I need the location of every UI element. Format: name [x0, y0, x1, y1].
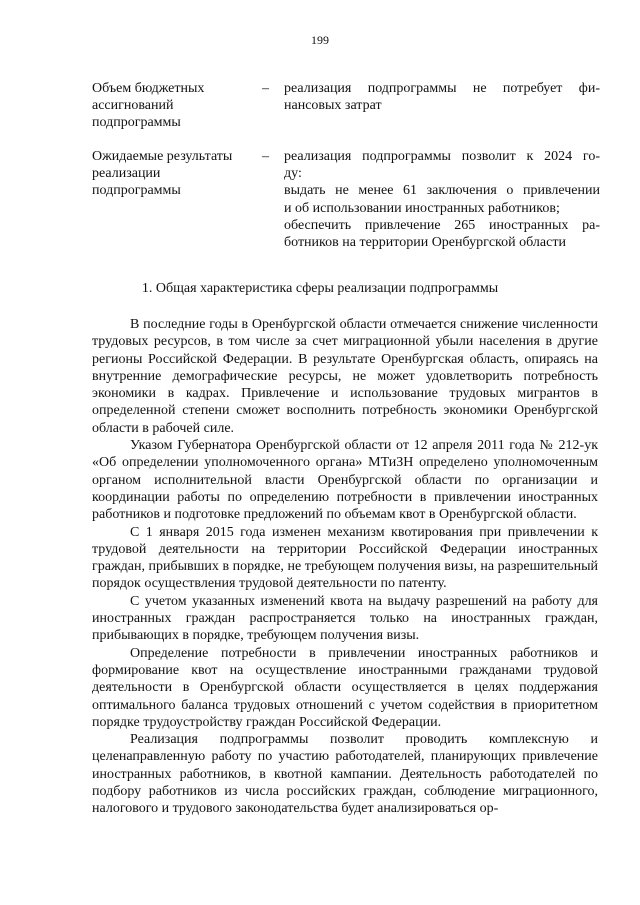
page-number: 199: [311, 33, 329, 47]
passport-label-line: подпрограммы: [92, 115, 181, 131]
body-text: [92, 316, 598, 818]
paragraph: Реализация подпрограммы позволит проводить комплексную и целенаправленную работу по участию работодателей, планирующих привлечение иностранных работников, в квотной кампании. Деятельность работодателей по подбору работников из числа российских граждан, соблюдение миграционного, налогового и трудового законодательства будет анализироваться ор-: [92, 732, 598, 817]
paragraph: Определение потребности в привлечении иностранных работников и формирование квот на осуществление иностранными гражданами трудовой деятельности в Оренбургской области осуществляется в целях поддержания оптимального баланса трудовых отношений с учетом содействия в приоритетном порядке трудоустройству граждан Российской Федерации.: [92, 645, 598, 730]
paragraph: Указом Губернатора Оренбургской области от 12 апреля 2011 года № 212-ук «Об определении уполномоченного органа» МТиЗН определено уполномоченным органом исполнительной власти Оренбургской области по организации и координации работы по определению потребности в привлечении иностранных работников и подготовке предложений по объемам квот в Оренбургской области.: [92, 438, 598, 523]
passport-value-line: нансовых затрат: [284, 98, 382, 114]
paragraph: С учетом указанных изменений квота на выдачу разрешений на работу для иностранных граждан распространяется только на иностранных граждан, прибывающих в порядке, требующем получения визы.: [92, 593, 598, 644]
passport-value-line: ботников на территории Оренбургской области: [284, 235, 566, 251]
passport-label-line: Объем бюджетных: [92, 81, 205, 96]
paragraph: В последние годы в Оренбургской области отмечается снижение численности трудовых ресурсов, в том числе за счет миграционной убыли населения в другие регионы Российской Федерации. В результате Оренбургская область, опираясь на внутренние демографические ресурсы, не может удовлетворить потребность экономики в кадрах. Привлечение и использование трудовых мигрантов в определенной степени сможет восполнить потребность экономики Оренбургской области в рабочей силе.: [92, 317, 598, 436]
passport-value: [284, 148, 600, 251]
passport-label-line: подпрограммы: [92, 183, 181, 199]
passport-value-line: выдать не менее 61 заключения о привлечении: [284, 183, 600, 199]
passport-value-line: обеспечить привлечение 265 иностранных ра-: [284, 217, 600, 233]
passport-value-line: реализация подпрограммы позволит к 2024 го-: [284, 149, 600, 164]
passport-value-line: ду:: [284, 166, 302, 182]
passport-label-line: ассигнований: [92, 98, 174, 114]
passport-value-line: и об использовании иностранных работников;: [284, 200, 560, 216]
passport-dash: –: [262, 81, 269, 96]
passport-label-line: реализации: [92, 166, 161, 182]
section-heading: 1. Общая характеристика сферы реализации подпрограммы: [141, 281, 499, 296]
passport-dash: –: [262, 149, 269, 164]
passport-value-line: реализация подпрограммы не потребует фи-: [284, 81, 600, 96]
passport-label: [92, 80, 252, 132]
passport-label: [92, 148, 252, 200]
paragraph: С 1 января 2015 года изменен механизм квотирования при привлечении к трудовой деятельности на территории Российской Федерации иностранных граждан, прибывших в порядке, не требующем получения визы, на разрешительный порядок осуществления трудовой деятельности по патенту.: [92, 524, 598, 592]
passport-value: [284, 80, 600, 114]
passport-label-line: Ожидаемые результаты: [92, 149, 233, 164]
